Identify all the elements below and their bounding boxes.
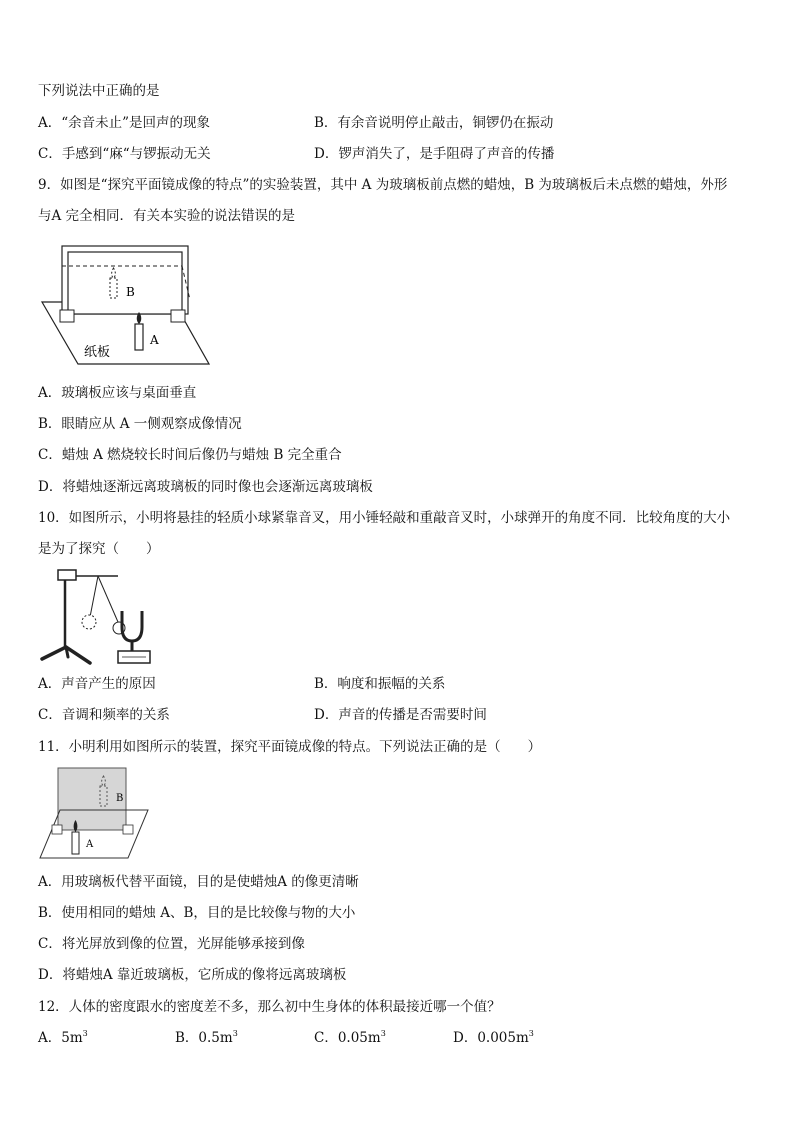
q10-stem-line1: 10．如图所示，小明将悬挂的轻质小球紧靠音叉，用小锤轻敲和重敲音叉时，小球弹开的角度不同．比较角度的大小 — [38, 510, 731, 526]
q9-label-a: A — [150, 333, 159, 347]
q12-option-a[interactable]: A．$5m^3$ — [38, 1029, 88, 1046]
q10-option-d[interactable]: D．声音的传播是否需要时间 — [314, 707, 487, 723]
q10-option-b[interactable]: B．响度和振幅的关系 — [314, 676, 446, 692]
q9-label-b: B — [126, 285, 135, 299]
q12-option-d[interactable]: D．$0.005m^3$ — [453, 1029, 534, 1046]
q11-label-b: B — [116, 793, 124, 804]
q11-stem: 11．小明利用如图所示的装置，探究平面镜成像的特点。下列说法正确的是（ ） — [38, 739, 542, 755]
q10-stem-line2: 是为了探究（ ） — [38, 541, 160, 557]
q9-option-a[interactable]: A．玻璃板应该与桌面垂直 — [38, 385, 197, 401]
q11-option-b[interactable]: B．使用相同的蜡烛 A、B，目的是比较像与物的大小 — [38, 905, 356, 921]
q11-option-c[interactable]: C．将光屏放到像的位置，光屏能够承接到像 — [38, 936, 305, 952]
q9-option-c[interactable]: C．蜡烛 A 燃烧较长时间后像仍与蜡烛 B 完全重合 — [38, 447, 342, 463]
q10-option-c[interactable]: C．音调和频率的关系 — [38, 707, 170, 723]
q9-stem-line2: 与A 完全相同．有关本实验的说法错误的是 — [38, 208, 296, 224]
q11-mirror-setup-figure — [38, 766, 150, 862]
q9-label-board: 纸板 — [84, 345, 111, 360]
q8-option-a[interactable]: A．“余音未止”是回声的现象 — [38, 115, 211, 131]
q8-option-d[interactable]: D．锣声消失了，是手阻碍了声音的传播 — [314, 146, 555, 162]
q9-stem-line1: 9．如图是“探究平面镜成像的特点”的实验装置，其中 A 为玻璃板前点燃的蜡烛，B 为玻璃板后未点燃的蜡烛，外形 — [38, 177, 728, 193]
q10-tuning-fork-figure — [38, 567, 162, 669]
q12-stem: 12．人体的密度跟水的密度差不多，那么初中生身体的体积最接近哪一个值？ — [38, 999, 501, 1015]
q12-option-c[interactable]: C．$0.05m^3$ — [314, 1029, 386, 1046]
q9-option-d[interactable]: D．将蜡烛逐渐远离玻璃板的同时像也会逐渐远离玻璃板 — [38, 479, 373, 495]
q11-option-a[interactable]: A．用玻璃板代替平面镜，目的是使蜡烛A 的像更清晰 — [38, 874, 359, 890]
q10-option-a[interactable]: A．声音产生的原因 — [38, 676, 156, 692]
q12-option-b[interactable]: B．$0.5m^3$ — [175, 1029, 238, 1046]
q9-mirror-setup-figure — [38, 240, 210, 368]
q8-option-b[interactable]: B．有余音说明停止敲击，铜锣仍在振动 — [314, 115, 554, 131]
q11-option-d[interactable]: D．将蜡烛A 靠近玻璃板，它所成的像将远离玻璃板 — [38, 967, 347, 983]
q8-option-c[interactable]: C．手感到“麻“与锣振动无关 — [38, 146, 211, 162]
intro-text: 下列说法中正确的是 — [38, 83, 160, 99]
q9-option-b[interactable]: B．眼睛应从 A 一侧观察成像情况 — [38, 416, 242, 432]
q11-label-a: A — [86, 839, 94, 850]
